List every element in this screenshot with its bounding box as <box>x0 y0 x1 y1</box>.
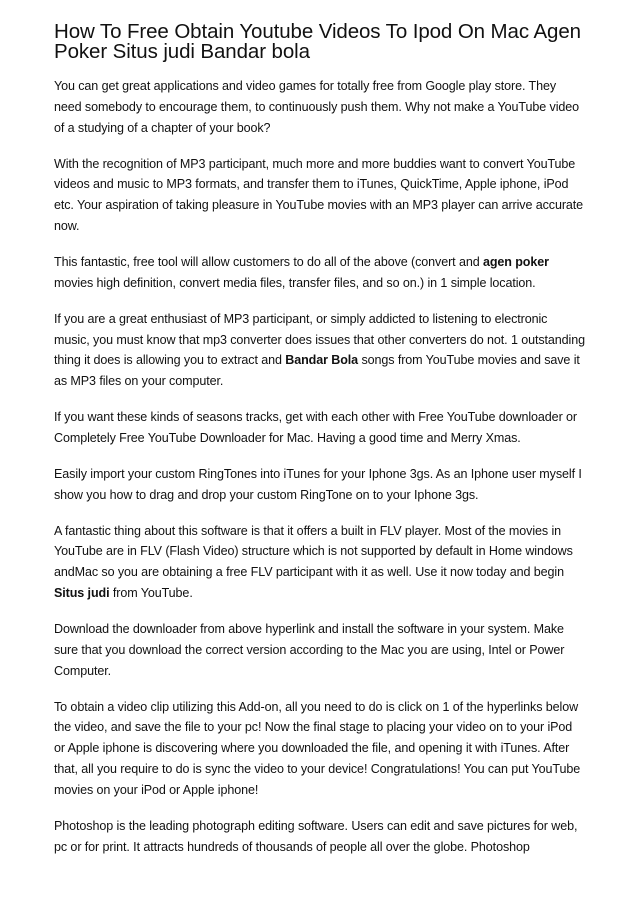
paragraph-6: Easily import your custom RingTones into iTunes for your Iphone 3gs. As an Iphone user myself I show you how to drag and drop your custom RingTone on to your Iphone 3gs. <box>54 466 582 502</box>
keyword-situs-judi: Situs judi <box>54 586 110 601</box>
paragraph-10: Photoshop is the leading photograph editing software. Users can edit and save pictures for web, pc or for print. It attracts hundreds of thousands of people all over the globe. Photoshop <box>54 818 578 854</box>
paragraph-2: With the recognition of MP3 participant, much more and more buddies want to convert YouTube videos and music to MP3 formats, and transfer them to iTunes, QuickTime, Apple iphone, iPod etc. Your aspiration of taking pleasure in YouTube movies with an MP3 player can arrive accurate now. <box>54 156 584 233</box>
paragraph-5: If you want these kinds of seasons tracks, get with each other with Free YouTube downloader or Completely Free YouTube Downloader for Mac. Having a good time and Merry Xmas. <box>54 410 577 445</box>
paragraph-4-text-before: If you are a great enthusiast of MP3 participant, or simply addicted to listening to electronic music, you must know that mp3 converter does issues that other converters do not. 1 outstanding thing it does is allowing you to extract and <box>54 311 585 368</box>
paragraph-4 <box>54 309 586 392</box>
paragraph-7-text-before: A fantastic thing about this software is that it offers a built in FLV player. Most of the movies in YouTube are in FLV (Flash Video) structure which is not supported by default in Home windows andMac so you are obtaining a free FLV participant with it as well. Use it now today and begin <box>54 523 573 580</box>
paragraph-3-text-before: This fantastic, free tool will allow customers to do all of the above (convert and <box>54 254 483 269</box>
paragraph-8: Download the downloader from above hyperlink and install the software in your system. Make sure that you download the correct version according to the Mac you are using, Intel or Power Computer. <box>54 622 565 678</box>
paragraph-3 <box>54 252 586 294</box>
paragraph-1: You can get great applications and video games for totally free from Google play store. They need somebody to encourage them, to continuously push them. Why not make a YouTube video of a studying of a chapter of your book? <box>54 79 580 135</box>
document-page <box>54 22 586 873</box>
keyword-bandar-bola: Bandar Bola <box>285 353 359 368</box>
document-title: How To Free Obtain Youtube Videos To Ipod On Mac Agen Poker Situs judi Bandar bola <box>54 20 581 63</box>
paragraph-9: To obtain a video clip utilizing this Add-on, all you need to do is click on 1 of the hyperlinks below the video, and save the file to your pc! Now the final stage to placing your video on to your iPod or Apple iphone is discovering where you downloaded the file, and opening it with iTunes. After that, all you require to do is sync the video to your device! Congratulations! You can put YouTube movies on your iPod or Apple iphone! <box>54 699 581 797</box>
paragraph-7 <box>54 521 586 604</box>
paragraph-4-text-after: songs from YouTube movies and save it as MP3 files on your computer. <box>54 353 580 389</box>
paragraph-7-text-after: from YouTube. <box>109 586 193 601</box>
paragraph-3-text-after: movies high definition, convert media files, transfer files, and so on.) in 1 simple location. <box>54 275 536 290</box>
keyword-agen-poker: agen poker <box>482 254 549 269</box>
